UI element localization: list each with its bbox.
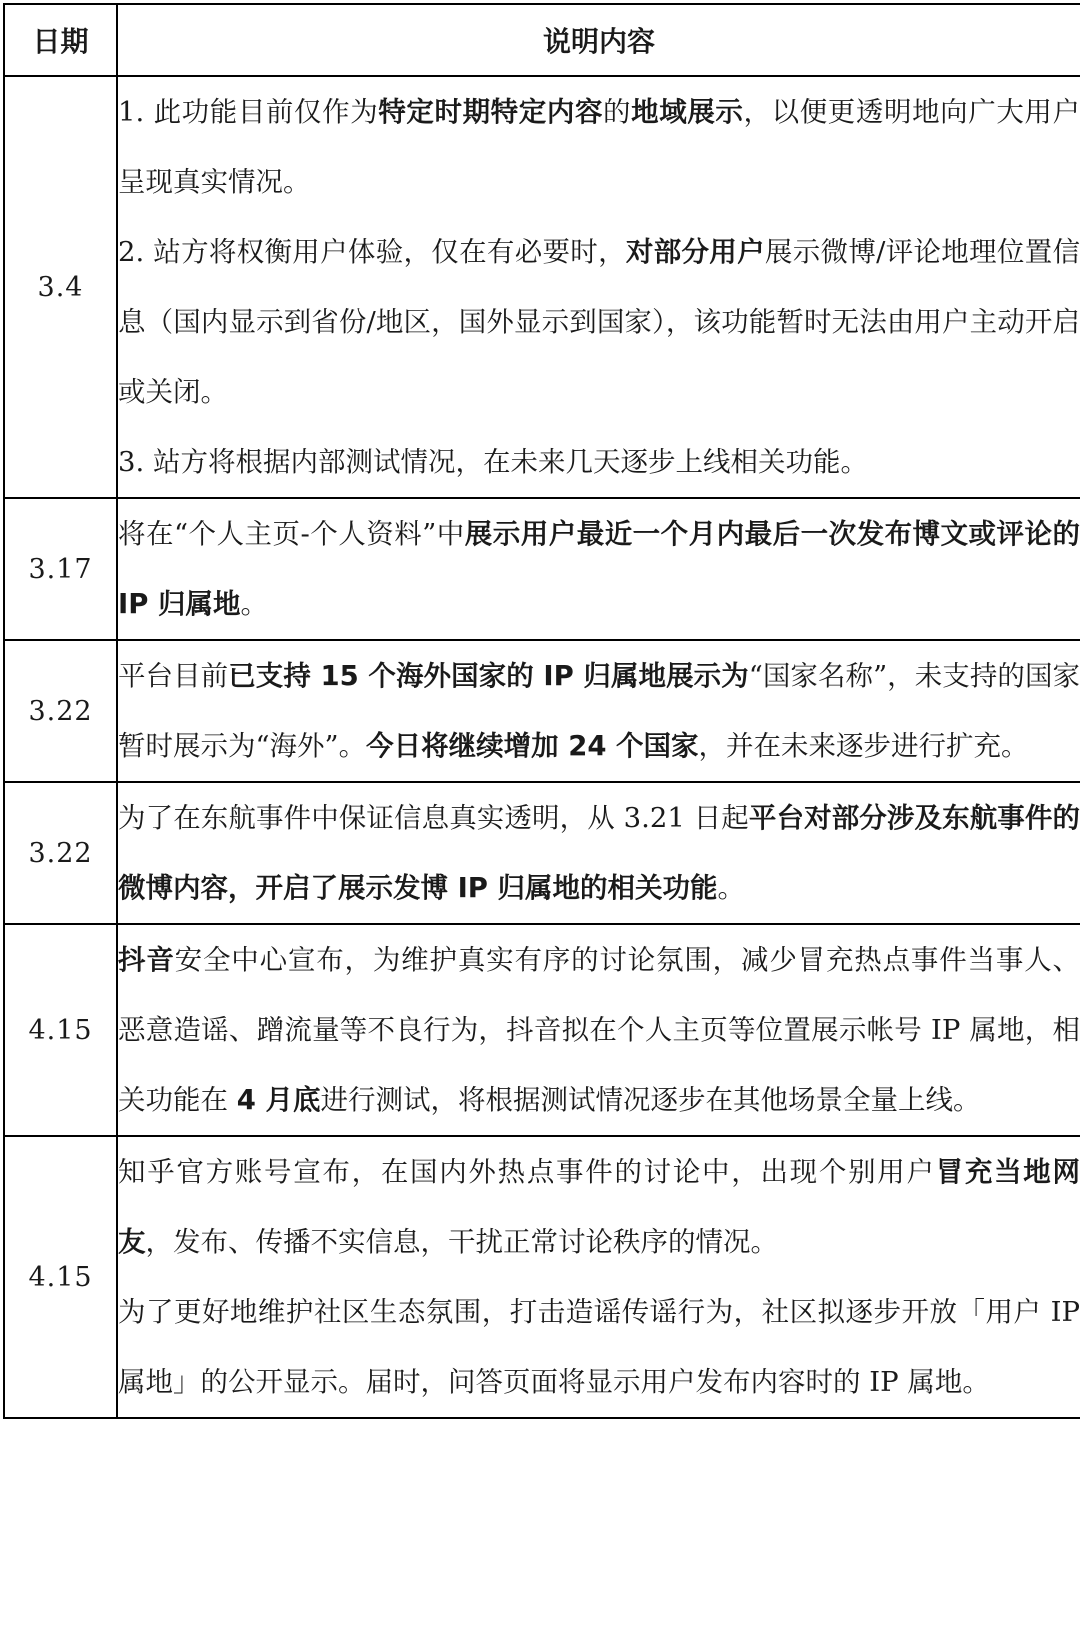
body-text: 2. 站方将权衡用户体验，仅在有必要时， (118, 236, 626, 268)
body-text: 3. 站方将根据内部测试情况，在未来几天逐步上线相关功能。 (118, 446, 868, 478)
table-row (4, 498, 1080, 640)
table-row (4, 782, 1080, 924)
row-content (117, 1136, 1080, 1418)
body-text: 为了在东航事件中保证信息真实透明，从 3.21 日起 (118, 802, 749, 834)
row-content (117, 782, 1080, 924)
row-date: 3.4 (4, 76, 117, 498)
body-text: 将在“个人主页-个人资料”中 (118, 518, 465, 550)
emphasis-text: 已支持 15 个海外国家的 IP 归属地展示为 (228, 660, 749, 692)
table-row (4, 1136, 1080, 1418)
table-row (4, 640, 1080, 782)
emphasis-text: 地域展示 (631, 96, 744, 128)
emphasis-text: 展示用户最近一个月内最后一次发布博文或评论的 IP 归属地 (118, 518, 1080, 620)
content-paragraph (118, 783, 1080, 923)
body-text: 1. 此功能目前仅作为 (118, 96, 379, 128)
row-content (117, 924, 1080, 1136)
content-paragraph (118, 925, 1080, 1135)
body-text: “国家名称”，未支持的国家暂时展示为“海外”。 (118, 660, 1080, 762)
body-text: ，并在未来逐步进行扩充。 (698, 730, 1029, 762)
body-text: ，以便更透明地向广大用户呈现真实情况。 (118, 96, 1080, 198)
body-text: 。 (717, 872, 746, 904)
body-text: 平台目前 (118, 660, 229, 692)
emphasis-text: 冒充当地网友 (118, 1156, 1080, 1258)
table-header-row (4, 4, 1080, 76)
row-content (117, 76, 1080, 498)
table-row (4, 924, 1080, 1136)
body-text: 。 (240, 588, 268, 620)
content-paragraph (118, 77, 1080, 217)
row-content (117, 498, 1080, 640)
body-text: 为了更好地维护社区生态氛围，打击造谣传谣行为，社区拟逐步开放「用户 IP 属地」的公开显示。届时，问答页面将显示用户发布内容时的 IP 属地。 (118, 1296, 1080, 1398)
content-paragraph (118, 1277, 1080, 1417)
header-content: 说明内容 (117, 4, 1080, 76)
content-paragraph (118, 499, 1080, 639)
emphasis-text: 4 月底 (236, 1084, 321, 1116)
ip-location-table (3, 3, 1080, 1419)
table-row (4, 76, 1080, 498)
content-paragraph (118, 1137, 1080, 1277)
row-date: 3.22 (4, 782, 117, 924)
row-date: 3.22 (4, 640, 117, 782)
row-date: 4.15 (4, 1136, 117, 1418)
body-text: 进行测试，将根据测试情况逐步在其他场景全量上线。 (320, 1084, 981, 1116)
content-paragraph (118, 641, 1080, 781)
body-text: ，发布、传播不实信息，干扰正常讨论秩序的情况。 (145, 1226, 778, 1258)
body-text: 展示微博/评论地理位置信息（国内显示到省份/地区，国外显示到国家），该功能暂时无法由用户主动开启或关闭。 (118, 236, 1080, 408)
emphasis-text: 今日将继续增加 24 个国家 (366, 730, 699, 762)
row-content (117, 640, 1080, 782)
body-text: 安全中心宣布，为维护真实有序的讨论氛围，减少冒充热点事件当事人、恶意造谣、蹭流量等不良行为，抖音拟在个人主页等位置展示帐号 IP 属地，相关功能在 (118, 944, 1080, 1116)
body-text: 的 (603, 96, 632, 128)
emphasis-text: 平台对部分涉及东航事件的微博内容，开启了展示发博 IP 归属地的相关功能 (118, 802, 1080, 904)
content-paragraph (118, 217, 1080, 427)
emphasis-text: 特定时期特定内容 (378, 96, 604, 128)
emphasis-text: 对部分用户 (625, 236, 765, 268)
row-date: 3.17 (4, 498, 117, 640)
content-paragraph (118, 427, 1080, 497)
body-text: 知乎官方账号宣布，在国内外热点事件的讨论中，出现个别用户 (118, 1156, 936, 1188)
header-date: 日期 (4, 4, 117, 76)
row-date: 4.15 (4, 924, 117, 1136)
emphasis-text: 抖音 (118, 944, 175, 976)
